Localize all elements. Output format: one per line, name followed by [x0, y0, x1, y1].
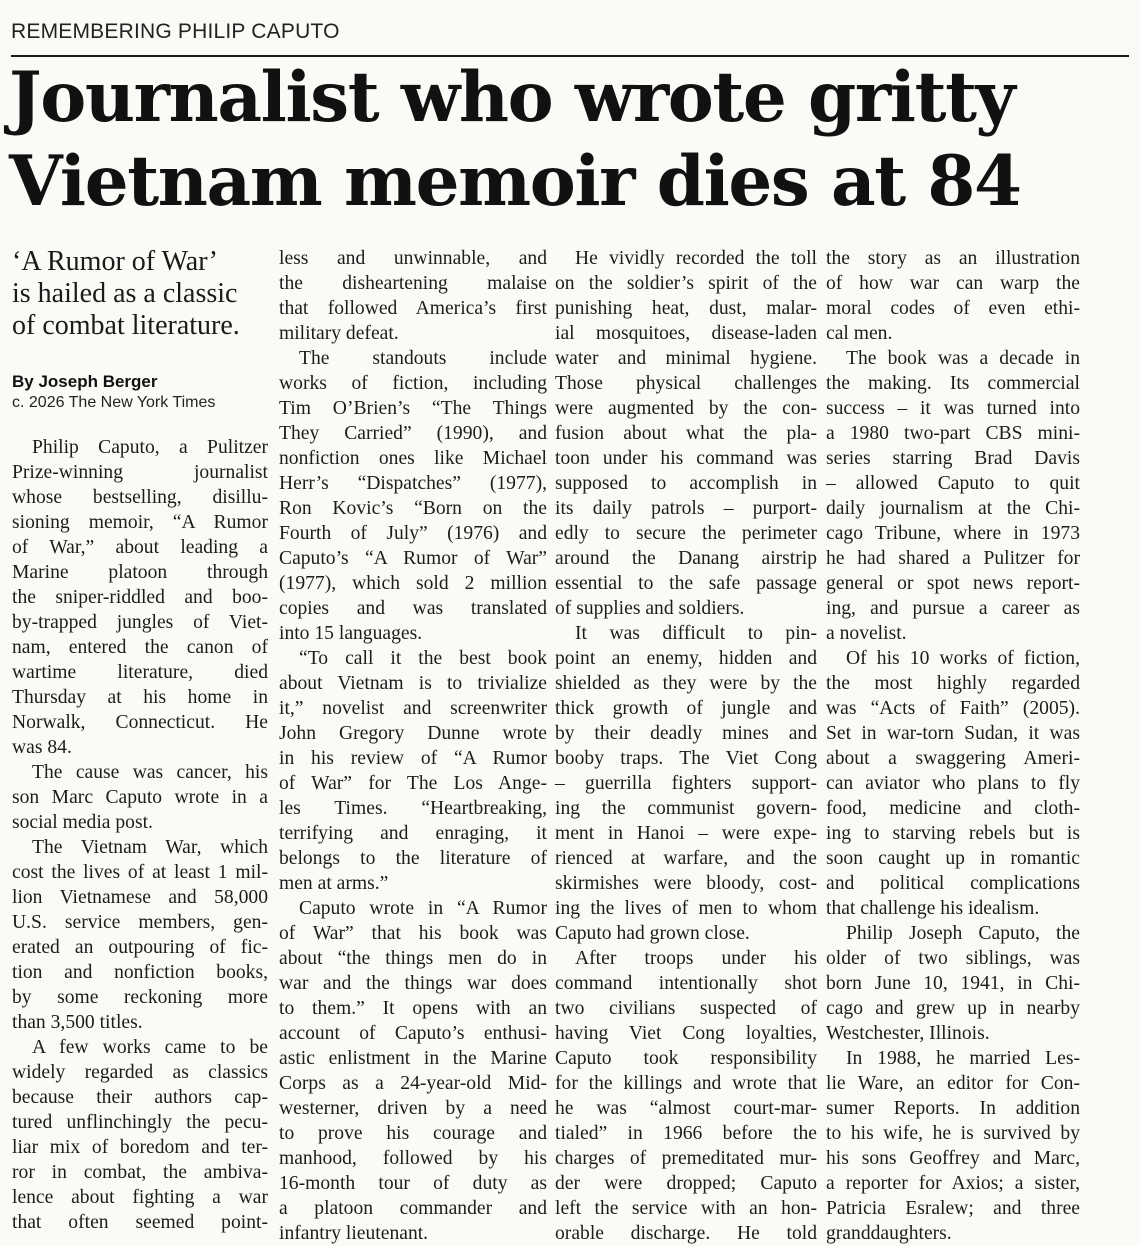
article-text-line: granddaughters.	[826, 1223, 952, 1244]
article-text-line: ing the lives of men to whom	[555, 898, 817, 919]
article-text-line: tion and nonfiction books,	[12, 962, 268, 983]
article-text-line: John Gregory Dunne wrote	[279, 723, 547, 744]
article-text-line: and political complications	[826, 873, 1080, 894]
article-text-line: Herr’s “Dispatches” (1977),	[279, 473, 547, 494]
article-text-line: punishing heat, dust, malar-	[555, 298, 817, 319]
article-text-line: tialed” in 1966 before the	[555, 1123, 817, 1144]
article-text-line: older of two siblings, was	[826, 948, 1080, 969]
article-text-line: astic enlistment in the Marine	[279, 1048, 547, 1069]
article-text-line: Patricia Esralew; and three	[826, 1198, 1080, 1219]
article-text-line: Those physical challenges	[555, 373, 817, 394]
article-text-line: Ron Kovic’s “Born on the	[279, 498, 547, 519]
article-text-line: of War” that his book was	[279, 923, 547, 944]
article-text-line: the making. Its commercial	[826, 373, 1080, 394]
article-text-line: that followed America’s first	[279, 298, 547, 319]
article-text-line: its daily patrols – purport-	[555, 498, 817, 519]
article-text-line: a 1980 two-part CBS mini-	[826, 423, 1080, 444]
article-text-line: command intentionally shot	[555, 973, 817, 994]
article-text-line: He vividly recorded the toll	[575, 248, 817, 269]
article-text-line: (1977), which sold 2 million	[279, 573, 547, 594]
article-text-line: into 15 languages.	[279, 623, 423, 644]
article-text-line: men at arms.”	[279, 873, 389, 894]
article-text-line: Philip Caputo, a Pulitzer	[32, 437, 268, 458]
article-text-line: he was “almost court-mar-	[555, 1098, 817, 1119]
article-text-line: daily journalism at the Chi-	[826, 498, 1080, 519]
article-text-line: the story as an illustration	[826, 248, 1080, 269]
article-text-line: “To call it the best book	[299, 648, 547, 669]
article-text-line: about Vietnam is to trivialize	[279, 673, 547, 694]
article-text-line: ing, and pursue a career as	[826, 598, 1080, 619]
article-text-line: – guerrilla fighters support-	[555, 773, 817, 794]
article-text-line: were augmented by the con-	[555, 398, 817, 419]
article-text-line: general or spot news report-	[826, 573, 1080, 594]
article-text-line: copies and was translated	[279, 598, 547, 619]
article-text-line: Of his 10 works of fiction,	[846, 648, 1080, 669]
article-text-line: After troops under his	[575, 948, 817, 969]
article-text-line: wartime literature, died	[12, 662, 268, 683]
article-text-line: of War,” about leading a	[12, 537, 268, 558]
article-text-line: whose bestselling, disillu-	[12, 487, 268, 508]
article-text-line: left the service with an hon-	[555, 1198, 817, 1219]
article-text-line: liar mix of boredom and ter-	[12, 1137, 268, 1158]
article-text-line: a novelist.	[826, 623, 907, 644]
article-text-line: thick growth of jungle and	[555, 698, 817, 719]
article-text-line: The cause was cancer, his	[32, 762, 268, 783]
article-text-line: fusion about what the pla-	[555, 423, 817, 444]
article-text-line: of supplies and soldiers.	[555, 598, 745, 619]
article-text-line: a platoon commander and	[279, 1198, 547, 1219]
article-text-line: it,” novelist and screenwriter	[279, 698, 547, 719]
article-text-line: by-trapped jungles of Viet-	[12, 612, 268, 633]
article-text-line: about “the things men do in	[279, 948, 547, 969]
article-text-line: success – it was turned into	[826, 398, 1080, 419]
article-text-line: Thursday at his home in	[12, 687, 268, 708]
article-text-line: cago Tribune, where in 1973	[826, 523, 1080, 544]
article-text-line: ial mosquitoes, disease-laden	[555, 323, 817, 344]
article-text-line: erated an outpouring of fic-	[12, 937, 268, 958]
article-text-line: military defeat.	[279, 323, 399, 344]
article-text-line: les Times. “Heartbreaking,	[279, 798, 547, 819]
deck-line: is hailed as a classic	[12, 278, 238, 309]
article-text-line: The Vietnam War, which	[32, 837, 268, 858]
article-text-line: essential to the safe passage	[555, 573, 817, 594]
article-text-line: having Viet Cong loyalties,	[555, 1023, 817, 1044]
article-text-line: cal men.	[826, 323, 893, 344]
article-text-line: around the Danang airstrip	[555, 548, 817, 569]
article-text-line: Prize-winning journalist	[12, 462, 268, 483]
article-text-line: belongs to the literature of	[279, 848, 547, 869]
article-text-line: food, medicine and cloth-	[826, 798, 1080, 819]
article-text-line: Set in war-torn Sudan, it was	[826, 723, 1080, 744]
article-text-line: in his review of “A Rumor	[279, 748, 547, 769]
article-text-line: two civilians suspected of	[555, 998, 817, 1019]
article-text-line: because their authors cap-	[12, 1087, 268, 1108]
article-text-line: less and unwinnable, and	[279, 248, 547, 269]
deck-line: ‘A Rumor of War’	[12, 246, 218, 277]
article-text-line: was 84.	[12, 737, 72, 758]
article-text-line: The book was a decade in	[846, 348, 1080, 369]
article-text-line: nonfiction ones like Michael	[279, 448, 547, 469]
article-text-line: Corps as a 24-year-old Mid-	[279, 1073, 547, 1094]
article-text-line: war and the things war does	[279, 973, 547, 994]
article-text-line: Caputo’s “A Rumor of War”	[279, 548, 547, 569]
article-text-line: water and minimal hygiene.	[555, 348, 817, 369]
article-text-line: point an enemy, hidden and	[555, 648, 817, 669]
article-text-line: born June 10, 1941, in Chi-	[826, 973, 1080, 994]
article-text-line: that challenge his idealism.	[826, 898, 1040, 919]
article-text-line: ror in combat, the ambiva-	[12, 1162, 268, 1183]
article-text-line: a reporter for Axios; a sister,	[826, 1173, 1080, 1194]
article-text-line: ment in Hanoi – were expe-	[555, 823, 817, 844]
article-text-line: his sons Geoffrey and Marc,	[826, 1148, 1080, 1169]
article-text-line: rienced at warfare, and the	[555, 848, 817, 869]
article-text-line: to prove his courage and	[279, 1123, 547, 1144]
article-text-line: ing to starving rebels but is	[826, 823, 1080, 844]
article-text-line: ing the communist govern-	[555, 798, 817, 819]
article-text-line: der were dropped; Caputo	[555, 1173, 817, 1194]
article-text-line: that often seemed point-	[12, 1212, 268, 1233]
article-text-line: The standouts include	[299, 348, 547, 369]
article-text-line: Fourth of July” (1976) and	[279, 523, 547, 544]
column-1-body	[12, 435, 268, 1235]
headline	[9, 56, 1134, 224]
article-text-line: Caputo wrote in “A Rumor	[299, 898, 547, 919]
article-text-line: account of Caputo’s enthusi-	[279, 1023, 547, 1044]
article-text-line: cost the lives of at least 1 mil-	[12, 862, 268, 883]
article-text-line: than 3,500 titles.	[12, 1012, 143, 1033]
article-text-line: to them.” It opens with an	[279, 998, 547, 1019]
copyright-credit: c. 2026 The New York Times	[12, 394, 216, 411]
article-text-line: orable discharge. He told	[555, 1223, 817, 1244]
article-text-line: manhood, followed by his	[279, 1148, 547, 1169]
article-text-line: 16-month tour of duty as	[279, 1173, 547, 1194]
article-text-line: can aviator who plans to fly	[826, 773, 1080, 794]
article-text-line: Caputo had grown close.	[555, 923, 750, 944]
section-kicker: REMEMBERING PHILIP CAPUTO	[11, 20, 340, 43]
article-text-line: for the killings and wrote that	[555, 1073, 817, 1094]
article-text-line: infantry lieutenant.	[279, 1223, 429, 1244]
article-text-line: soon caught up in romantic	[826, 848, 1080, 869]
article-text-line: series starring Brad Davis	[826, 448, 1080, 469]
article-text-line: cago and grew up in nearby	[826, 998, 1080, 1019]
article-text-line: westerner, driven by a need	[279, 1098, 547, 1119]
article-text-line: of how war can warp the	[826, 273, 1080, 294]
article-text-line: widely regarded as classics	[12, 1062, 268, 1083]
article-text-line: the disheartening malaise	[279, 273, 547, 294]
article-text-line: of War” for The Los Ange-	[279, 773, 547, 794]
article-text-line: sioning memoir, “A Rumor	[12, 512, 268, 533]
article-text-line: They Carried” (1990), and	[279, 423, 547, 444]
article-text-line: by their deadly mines and	[555, 723, 817, 744]
article-text-line: works of fiction, including	[279, 373, 547, 394]
article-text-line: tured unflinchingly the pecu-	[12, 1112, 268, 1133]
article-text-line: on the soldier’s spirit of the	[555, 273, 817, 294]
byline: By Joseph Berger	[12, 372, 158, 391]
article-text-line: booby traps. The Viet Cong	[555, 748, 817, 769]
article-text-line: the most highly regarded	[826, 673, 1080, 694]
article-text-line: Marine platoon through	[12, 562, 268, 583]
article-text-line: nam, entered the canon of	[12, 637, 268, 658]
article-text-line: It was difficult to pin-	[575, 623, 817, 644]
article-text-line: Westchester, Illinois.	[826, 1023, 990, 1044]
article-text-line: shielded as they were by the	[555, 673, 817, 694]
article-text-line: Caputo took responsibility	[555, 1048, 817, 1069]
article-text-line: the sniper-riddled and boo-	[12, 587, 268, 608]
article-text-line: he had shared a Pulitzer for	[826, 548, 1080, 569]
article-text-line: was “Acts of Faith” (2005).	[826, 698, 1080, 719]
column-3-body	[555, 246, 817, 1246]
article-text-line: about a swaggering Ameri-	[826, 748, 1080, 769]
article-text-line: lion Vietnamese and 58,000	[12, 887, 268, 908]
article-text-line: terrifying and enraging, it	[279, 823, 547, 844]
article-text-line: lie Ware, an editor for Con-	[826, 1073, 1080, 1094]
article-text-line: edly to secure the perimeter	[555, 523, 817, 544]
article-text-line: sumer Reports. In addition	[826, 1098, 1080, 1119]
article-text-line: skirmishes were bloody, cost-	[555, 873, 817, 894]
article-text-line: moral codes of even ethi-	[826, 298, 1080, 319]
article-text-line: toon under his command was	[555, 448, 817, 469]
column-4-body	[826, 246, 1080, 1246]
column-1	[12, 246, 268, 342]
article-text-line: lence about fighting a war	[12, 1187, 268, 1208]
article-text-line: supposed to accomplish in	[555, 473, 817, 494]
article-text-line: U.S. service members, gen-	[12, 912, 268, 933]
article-text-line: by some reckoning more	[12, 987, 268, 1008]
deck-line: of combat literature.	[12, 310, 240, 341]
article-text-line: – allowed Caputo to quit	[826, 473, 1080, 494]
column-2-body	[279, 246, 547, 1246]
article-text-line: son Marc Caputo wrote in a	[12, 787, 268, 808]
article-text-line: Tim O’Brien’s “The Things	[279, 398, 547, 419]
article-text-line: social media post.	[12, 812, 153, 833]
article-text-line: Philip Joseph Caputo, the	[846, 923, 1080, 944]
article-text-line: to his wife, he is survived by	[826, 1123, 1080, 1144]
deck	[12, 246, 268, 342]
article-text-line: A few works came to be	[32, 1037, 268, 1058]
article-text-line: Norwalk, Connecticut. He	[12, 712, 268, 733]
article-text-line: In 1988, he married Les-	[846, 1048, 1080, 1069]
article-text-line: charges of premeditated mur-	[555, 1148, 817, 1169]
headline-line: Vietnam memoir dies at 84	[9, 141, 1021, 222]
headline-line: Journalist who wrote gritty	[9, 57, 1015, 138]
